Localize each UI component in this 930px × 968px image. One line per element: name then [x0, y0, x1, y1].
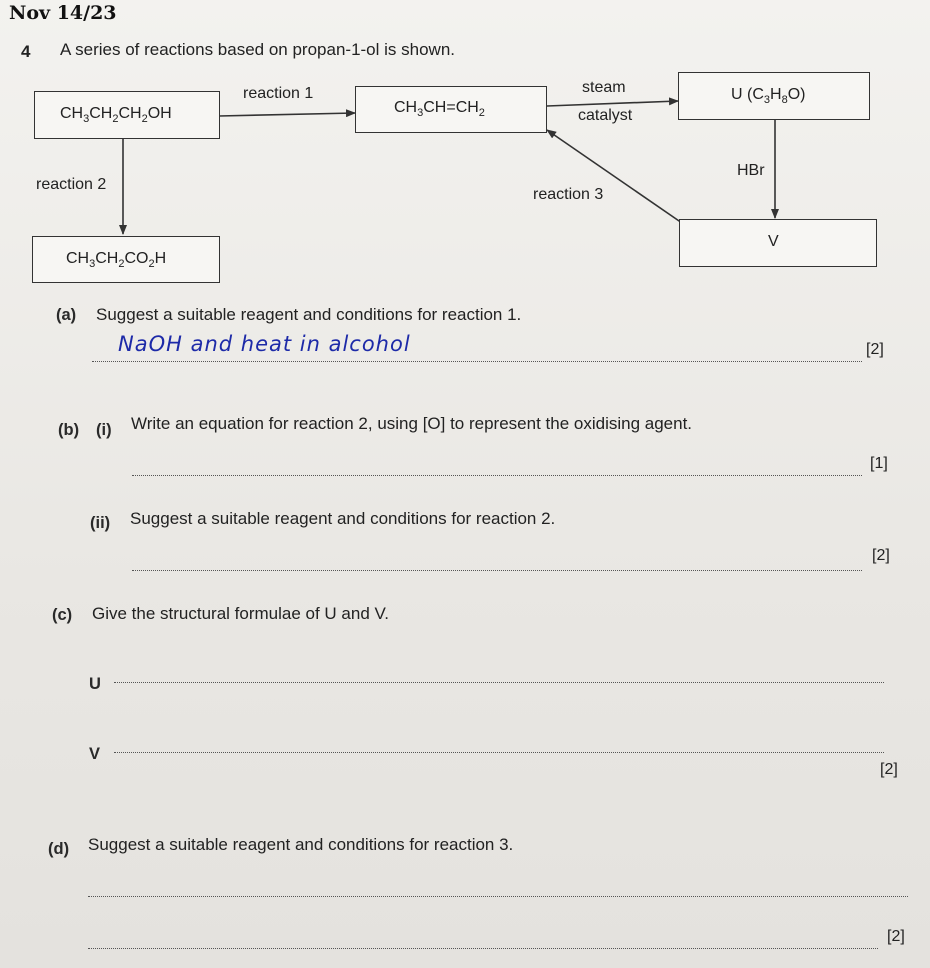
- part-d-mark: [2]: [887, 928, 905, 945]
- part-b-ii-answer-line: [132, 570, 862, 571]
- part-b-i-question: Write an equation for reaction 2, using [O] to represent the oxidising agent.: [131, 414, 693, 433]
- propanol-box: [34, 91, 220, 139]
- part-a-question: Suggest a suitable reagent and conditions for reaction 1.: [96, 305, 522, 324]
- part-c-u-label: U: [89, 675, 101, 693]
- part-c-v-label: V: [89, 745, 101, 763]
- part-b-ii-question: Suggest a suitable reagent and conditions for reaction 2.: [130, 509, 556, 528]
- reaction-2-label: reaction 2: [36, 176, 107, 193]
- part-c-mark: [2]: [880, 761, 898, 778]
- v-box: [679, 219, 877, 267]
- reaction-1-label: reaction 1: [243, 85, 314, 102]
- propene-formula: $CH_3CH=CH_2$: [394, 99, 485, 120]
- part-d-question: Suggest a suitable reagent and conditions for reaction 3.: [88, 835, 514, 854]
- part-b-i-mark: [1]: [870, 455, 888, 472]
- date-header: Nov 14/23: [9, 2, 117, 24]
- catalyst-label: catalyst: [578, 107, 633, 124]
- part-b-ii-label: (ii): [90, 514, 111, 532]
- part-c-v-answer-line: [114, 752, 884, 753]
- part-d-answer-line-2: [88, 948, 878, 949]
- part-a-handwritten-answer: NaOH and heat in alcohol: [118, 332, 411, 356]
- part-b-ii-mark: [2]: [872, 547, 890, 564]
- part-a-mark: [2]: [866, 341, 884, 358]
- question-number: 4: [21, 42, 31, 61]
- u-box: [678, 72, 870, 120]
- part-a-answer-line: [92, 361, 862, 362]
- u-formula: U $(C_3H_8O)$: [731, 86, 806, 107]
- propanoic-acid-formula: $CH_3CH_2CO_2H$: [66, 250, 167, 271]
- propanol-formula: $CH_3CH_2CH_2OH$: [60, 105, 172, 126]
- part-c-question: Give the structural formulae of U and V.: [92, 604, 390, 623]
- hbr-label: HBr: [737, 162, 765, 179]
- part-a-label: (a): [56, 306, 77, 324]
- steam-label: steam: [582, 79, 626, 96]
- propene-box: [355, 86, 547, 133]
- part-d-label: (d): [48, 840, 70, 858]
- part-c-u-answer-line: [114, 682, 884, 683]
- part-c-label: (c): [52, 606, 73, 624]
- reaction-3-label: reaction 3: [533, 186, 604, 203]
- question-intro: A series of reactions based on propan-1-ol is shown.: [60, 40, 456, 59]
- part-b-label: (b): [58, 421, 80, 439]
- part-b-i-label: (i): [96, 421, 112, 439]
- part-b-i-answer-line: [132, 475, 862, 476]
- propanoic-acid-box: [32, 236, 220, 283]
- v-formula: V: [768, 233, 779, 250]
- part-d-answer-line-1: [88, 896, 908, 897]
